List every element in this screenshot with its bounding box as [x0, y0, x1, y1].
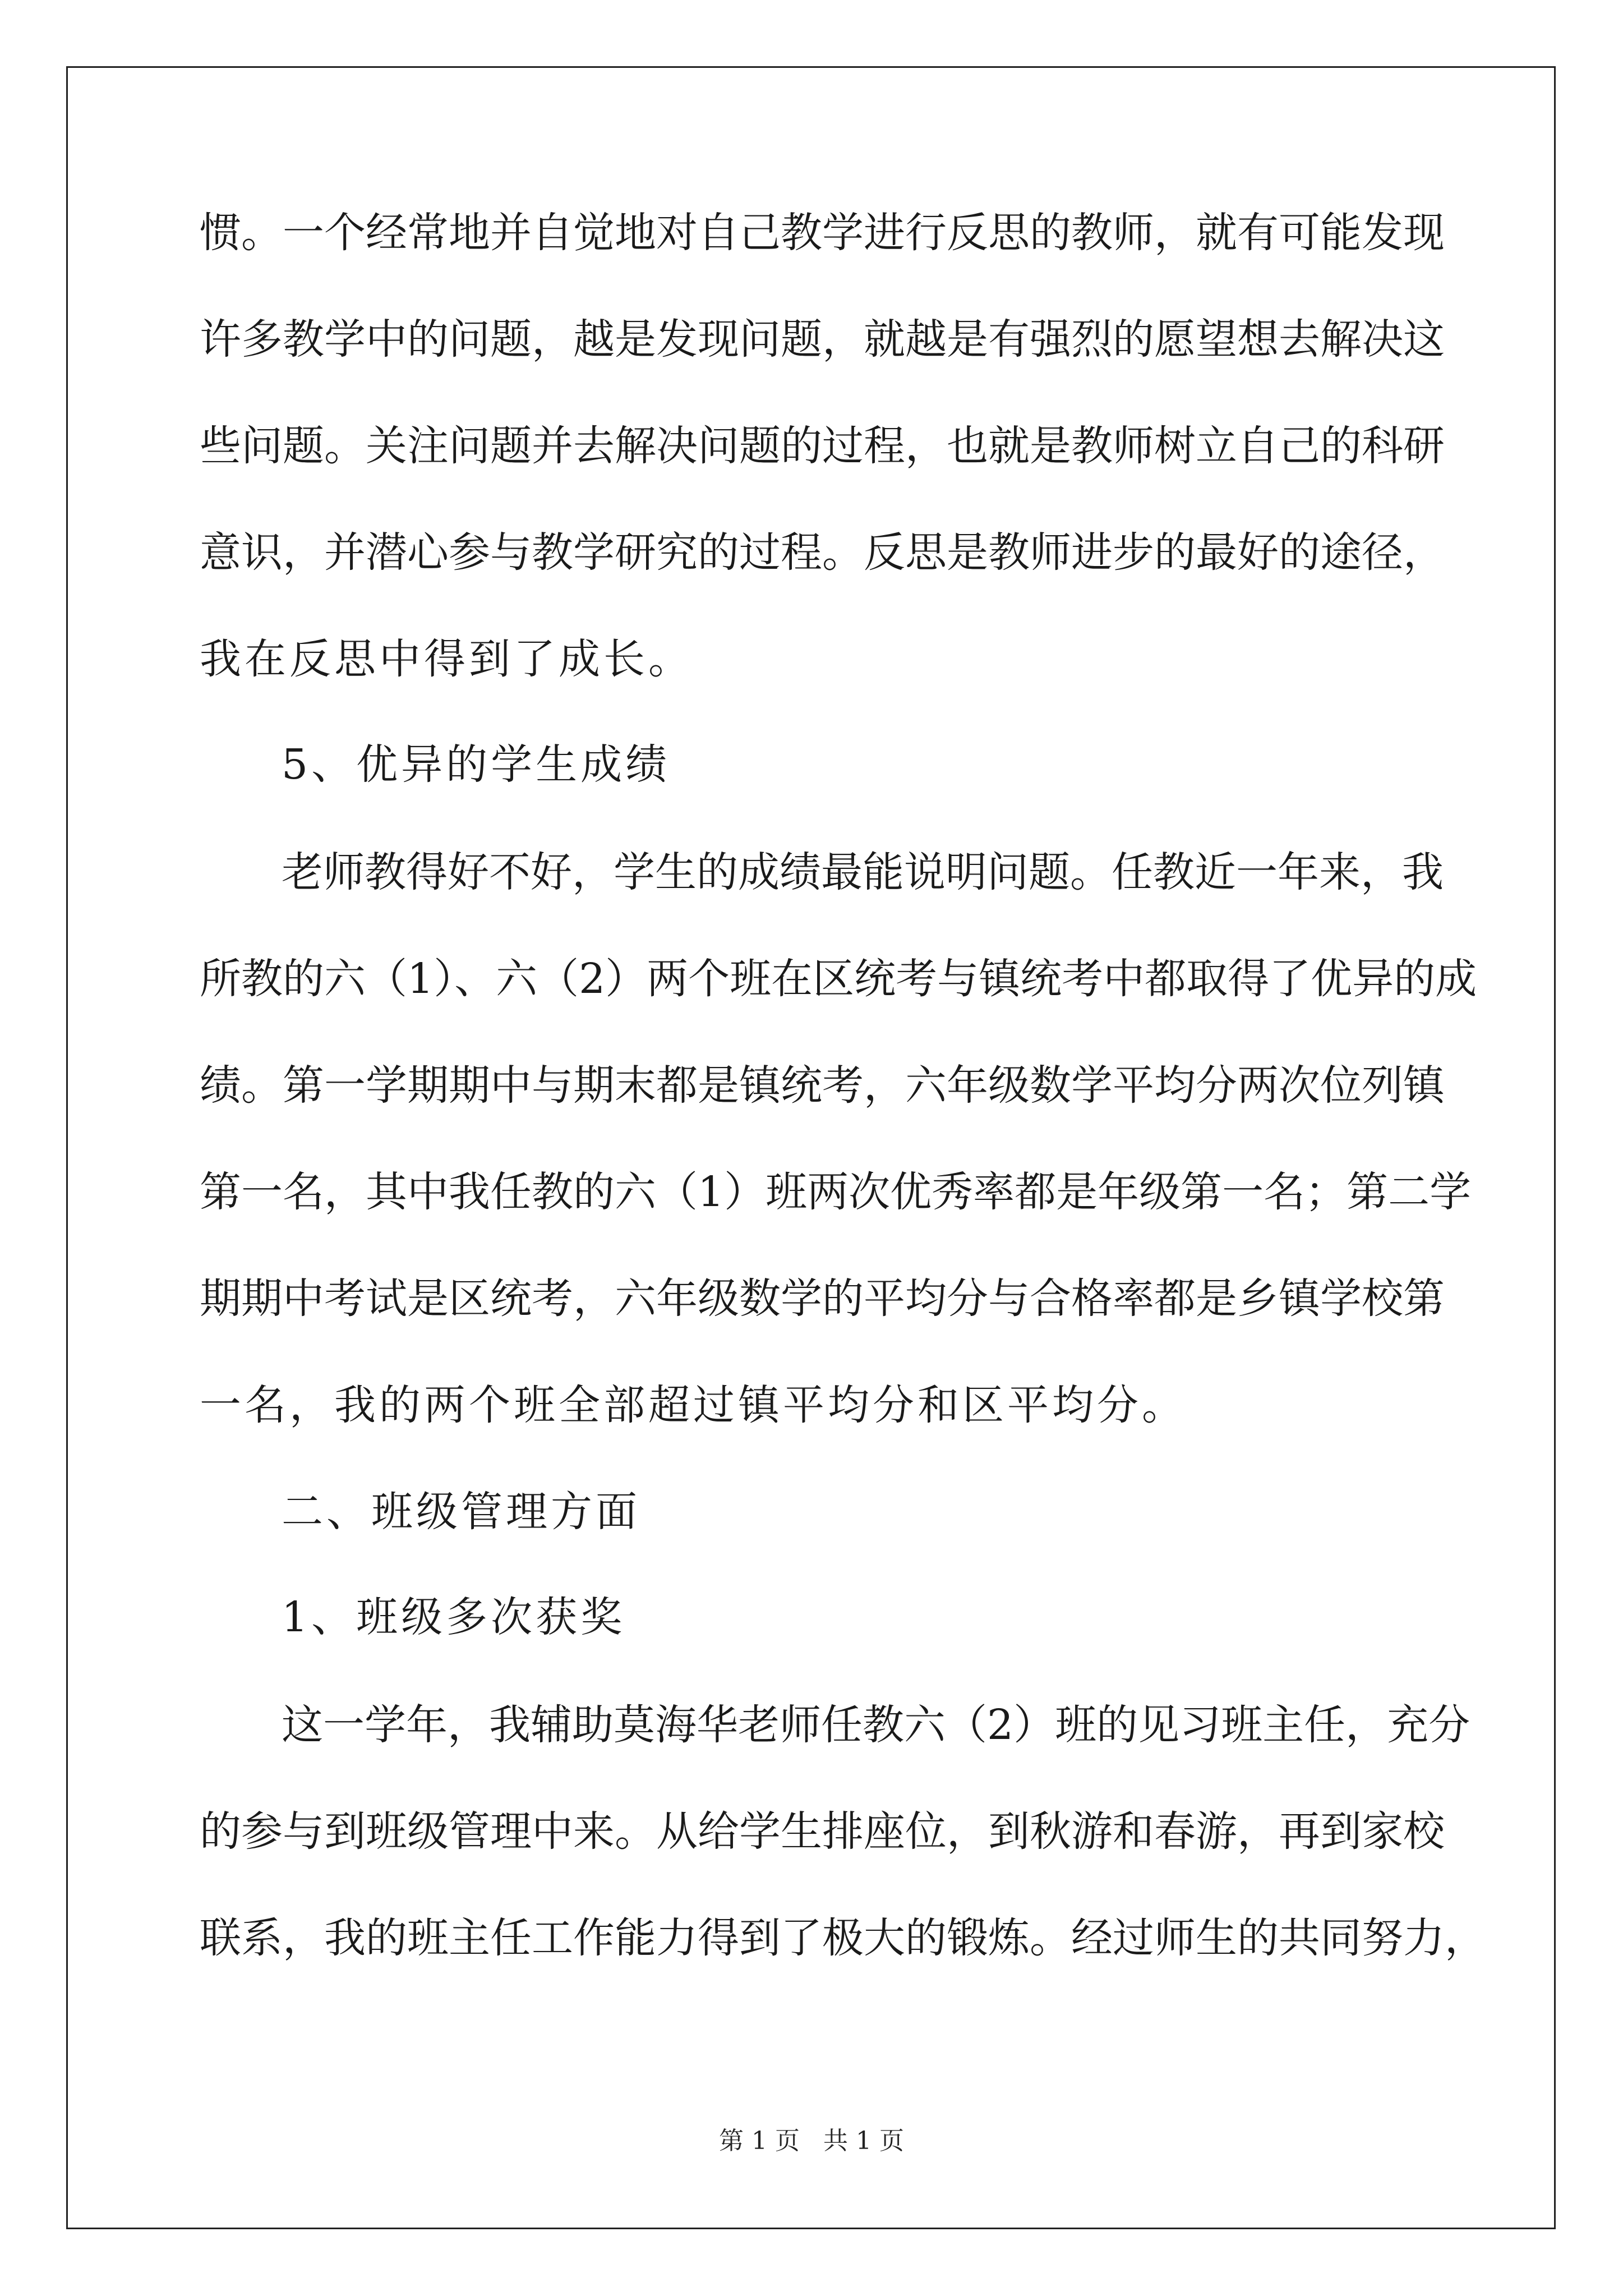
section-heading: 1、班级多次获奖	[282, 1593, 626, 1641]
section-heading: 二、班级管理方面	[282, 1488, 640, 1536]
paragraph-line: 第一名，其中我任教的六（1）班两次优秀率都是年级第一名；第二学	[200, 1168, 1472, 1216]
paragraph-line: 期期中考试是区统考，六年级数学的平均分与合格率都是乡镇学校第	[200, 1274, 1445, 1323]
paragraph-line: 所教的六（1）、六（2）两个班在区统考与镇统考中都取得了优异的成	[200, 955, 1477, 1003]
paragraph-line: 联系，我的班主任工作能力得到了极大的锻炼。经过师生的共同努力，	[200, 1914, 1486, 1962]
paragraph-line: 一名，我的两个班全部超过镇平均分和区平均分。	[200, 1381, 1187, 1429]
page-total: 共 1 页	[823, 2127, 904, 2155]
paragraph-line: 意识，并潜心参与教学研究的过程。反思是教师进步的最好的途径，	[200, 528, 1445, 577]
page-number: 第 1 页	[719, 2127, 800, 2155]
paragraph-line: 惯。一个经常地并自觉地对自己教学进行反思的教师，就有可能发现	[200, 209, 1445, 257]
paragraph-line: 许多教学中的问题，越是发现问题，就越是有强烈的愿望想去解决这	[200, 315, 1445, 364]
page-footer	[0, 2126, 1623, 2156]
paragraph-line: 我在反思中得到了成长。	[200, 635, 693, 683]
section-heading: 5、优异的学生成绩	[282, 740, 671, 789]
paragraph-line: 老师教得好不好，学生的成绩最能说明问题。任教近一年来，我	[282, 848, 1444, 896]
paragraph-line: 这一学年，我辅助莫海华老师任教六（2）班的见习班主任，充分	[282, 1701, 1470, 1749]
page-border	[66, 66, 1556, 2229]
paragraph-line: 的参与到班级管理中来。从给学生排座位，到秋游和春游，再到家校	[200, 1807, 1445, 1856]
paragraph-line: 些问题。关注问题并去解决问题的过程，也就是教师树立自己的科研	[200, 422, 1445, 470]
paragraph-line: 绩。第一学期期中与期末都是镇统考，六年级数学平均分两次位列镇	[200, 1061, 1445, 1110]
